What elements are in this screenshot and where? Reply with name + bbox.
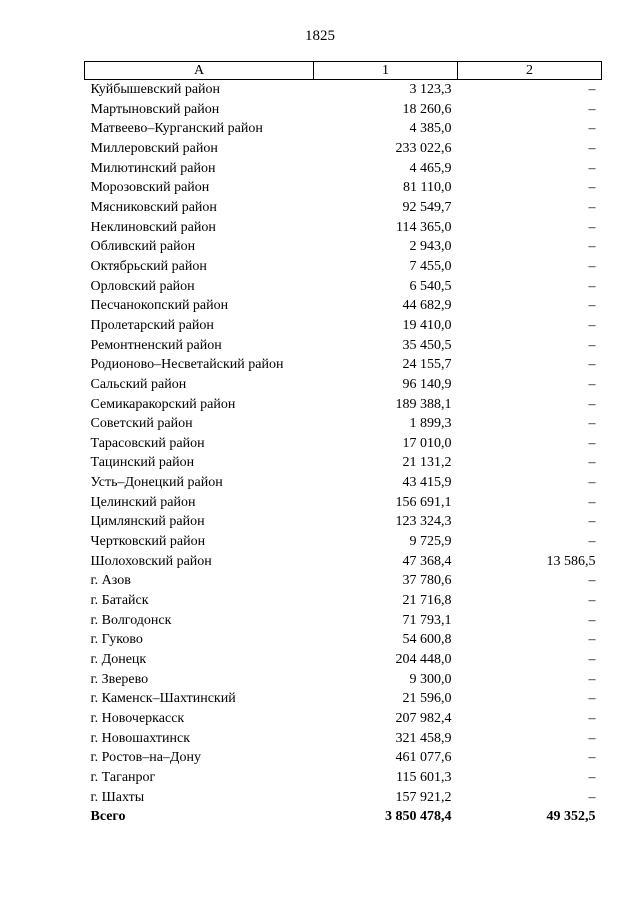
row-value-2-cell: – bbox=[588, 121, 596, 137]
row-value-2-cell: – bbox=[588, 396, 596, 412]
row-name-cell: Тарасовский район bbox=[90, 435, 205, 451]
table-body bbox=[85, 80, 602, 827]
row-value-1-cell: 2 943,0 bbox=[409, 239, 452, 255]
row-value-2-cell: – bbox=[588, 357, 596, 373]
row-value-2-cell: – bbox=[588, 337, 596, 353]
table-row bbox=[85, 237, 602, 257]
total-row bbox=[85, 807, 602, 827]
row-value-1-cell: 71 793,1 bbox=[402, 612, 452, 628]
table-row bbox=[85, 630, 602, 650]
table-row bbox=[85, 591, 602, 611]
row-value-1-cell: 21 716,8 bbox=[402, 593, 452, 609]
row-name-cell: Обливский район bbox=[90, 239, 196, 255]
table-row bbox=[85, 198, 602, 218]
table-row bbox=[85, 296, 602, 316]
row-name-cell: г. Зверево bbox=[90, 671, 149, 687]
row-value-1-cell: 321 458,9 bbox=[395, 730, 452, 746]
row-value-1-cell: 114 365,0 bbox=[396, 219, 452, 235]
row-value-1-cell: 115 601,3 bbox=[396, 769, 452, 785]
row-name-cell: Куйбышевский район bbox=[90, 82, 221, 97]
row-value-2-cell: – bbox=[588, 612, 596, 628]
row-name-cell: г. Каменск–Шахтинский bbox=[90, 691, 236, 707]
row-value-1-cell: 44 682,9 bbox=[402, 298, 452, 314]
table-row bbox=[85, 670, 602, 690]
table-row bbox=[85, 650, 602, 670]
row-name-cell: г. Шахты bbox=[90, 789, 145, 805]
row-value-1-cell: 18 260,6 bbox=[402, 101, 452, 117]
table-row bbox=[85, 532, 602, 552]
row-name-cell: Милютинский район bbox=[90, 160, 216, 176]
row-value-2-cell: – bbox=[588, 298, 596, 314]
table-row bbox=[85, 257, 602, 277]
row-value-2-cell: – bbox=[588, 239, 596, 255]
row-value-1-cell: 233 022,6 bbox=[395, 140, 452, 156]
row-value-1-cell: 96 140,9 bbox=[402, 376, 452, 392]
row-name-cell: Мясниковский район bbox=[90, 199, 217, 215]
table-row bbox=[85, 493, 602, 513]
row-value-2-cell: – bbox=[588, 199, 596, 215]
row-name-cell: Орловский район bbox=[90, 278, 195, 294]
row-value-1-cell: 92 549,7 bbox=[402, 199, 452, 215]
table-row bbox=[85, 336, 602, 356]
table-row bbox=[85, 434, 602, 454]
row-value-2-cell: – bbox=[588, 475, 596, 491]
table-row bbox=[85, 100, 602, 120]
row-value-2-cell: – bbox=[588, 769, 596, 785]
row-value-2-cell: – bbox=[588, 691, 596, 707]
row-value-1-cell: 7 455,0 bbox=[409, 258, 452, 274]
row-value-2-cell: – bbox=[588, 258, 596, 274]
page-number: 1825 bbox=[305, 28, 335, 44]
table-row bbox=[85, 512, 602, 532]
row-name-cell: Целинский район bbox=[90, 494, 196, 510]
row-name-cell: Советский район bbox=[90, 416, 193, 432]
row-value-1-cell: 17 010,0 bbox=[402, 435, 452, 451]
table-row bbox=[85, 178, 602, 198]
row-name-cell: Чертковский район bbox=[90, 534, 206, 550]
row-value-1-cell: 37 780,6 bbox=[402, 573, 452, 589]
row-name-cell: Морозовский район bbox=[90, 180, 210, 196]
row-value-2-cell: – bbox=[588, 632, 596, 648]
row-name-cell: г. Гуково bbox=[90, 632, 143, 648]
row-value-2-cell: – bbox=[588, 514, 596, 530]
row-value-1-cell: 157 921,2 bbox=[395, 789, 452, 805]
row-name-cell: г. Новошахтинск bbox=[90, 730, 191, 746]
row-value-2-cell: – bbox=[588, 160, 596, 176]
column-header-2: 2 bbox=[458, 62, 602, 80]
table-row bbox=[85, 119, 602, 139]
table-row bbox=[85, 689, 602, 709]
row-value-2-cell: – bbox=[588, 101, 596, 117]
row-value-1-cell: 6 540,5 bbox=[409, 278, 452, 294]
row-value-2-cell: – bbox=[588, 180, 596, 196]
row-value-1-cell: 47 368,4 bbox=[402, 553, 452, 569]
row-name-cell: г. Батайск bbox=[90, 593, 149, 609]
row-value-1-cell: 81 110,0 bbox=[403, 180, 452, 196]
row-name-cell: Усть–Донецкий район bbox=[90, 475, 223, 491]
budget-table bbox=[84, 61, 602, 827]
table-row bbox=[85, 218, 602, 238]
row-value-1-cell: 3 123,3 bbox=[409, 82, 452, 97]
table-row bbox=[85, 159, 602, 179]
row-name-cell: Матвеево–Курганский район bbox=[90, 121, 263, 137]
table-row bbox=[85, 355, 602, 375]
row-value-1-cell: 207 982,4 bbox=[395, 711, 452, 726]
table-row bbox=[85, 748, 602, 768]
row-name-cell: Песчанокопский район bbox=[90, 298, 229, 314]
row-value-1-cell: 1 899,3 bbox=[409, 416, 452, 432]
row-name-cell: Родионово–Несветайский район bbox=[90, 357, 284, 373]
row-name-cell: г. Таганрог bbox=[90, 769, 156, 785]
row-name-cell: Миллеровский район bbox=[90, 140, 218, 156]
row-value-2-cell: – bbox=[588, 455, 596, 471]
row-value-2-cell: – bbox=[588, 82, 596, 97]
row-value-1-cell: 3 850 478,4 bbox=[385, 809, 452, 825]
row-value-2-cell: 49 352,5 bbox=[546, 809, 596, 825]
row-name-cell: Октябрьский район bbox=[90, 258, 207, 274]
row-name-cell: г. Ростов–на–Дону bbox=[90, 750, 201, 766]
row-value-1-cell: 35 450,5 bbox=[402, 337, 452, 353]
row-value-2-cell: – bbox=[588, 573, 596, 589]
row-name-cell: Шолоховский район bbox=[90, 553, 212, 569]
row-value-1-cell: 54 600,8 bbox=[402, 632, 452, 648]
table-row bbox=[85, 453, 602, 473]
row-name-cell: Неклиновский район bbox=[90, 219, 216, 235]
row-name-cell: Цимлянский район bbox=[90, 514, 205, 530]
row-value-2-cell: – bbox=[588, 671, 596, 687]
row-name-cell: Всего bbox=[90, 809, 126, 825]
row-value-1-cell: 156 691,1 bbox=[395, 494, 452, 510]
row-name-cell: г. Волгодонск bbox=[90, 612, 172, 628]
row-name-cell: Семикаракорский район bbox=[90, 396, 236, 412]
row-value-1-cell: 9 300,0 bbox=[409, 671, 452, 687]
row-name-cell: г. Новочеркасск bbox=[90, 711, 185, 726]
row-value-2-cell: – bbox=[588, 652, 596, 668]
table-row bbox=[85, 552, 602, 572]
row-value-1-cell: 4 385,0 bbox=[409, 121, 452, 137]
row-value-1-cell: 9 725,9 bbox=[409, 534, 452, 550]
row-value-2-cell: – bbox=[588, 416, 596, 432]
column-header-a: А bbox=[85, 62, 314, 80]
table-row bbox=[85, 80, 602, 100]
row-value-2-cell: – bbox=[588, 317, 596, 333]
column-header-1: 1 bbox=[314, 62, 458, 80]
row-name-cell: Тацинский район bbox=[90, 455, 195, 471]
row-name-cell: г. Азов bbox=[90, 573, 131, 589]
row-value-2-cell: – bbox=[588, 789, 596, 805]
row-value-2-cell: – bbox=[588, 730, 596, 746]
row-value-2-cell: – bbox=[588, 219, 596, 235]
row-value-2-cell: – bbox=[588, 593, 596, 609]
row-value-1-cell: 24 155,7 bbox=[402, 357, 452, 373]
table-row bbox=[85, 414, 602, 434]
row-value-1-cell: 43 415,9 bbox=[402, 475, 452, 491]
row-value-2-cell: – bbox=[588, 435, 596, 451]
row-name-cell: Пролетарский район bbox=[90, 317, 214, 333]
table-row bbox=[85, 709, 602, 729]
row-value-1-cell: 189 388,1 bbox=[395, 396, 452, 412]
row-value-1-cell: 123 324,3 bbox=[395, 514, 452, 530]
row-value-1-cell: 21 131,2 bbox=[402, 455, 452, 471]
row-value-2-cell: – bbox=[588, 534, 596, 550]
row-value-1-cell: 461 077,6 bbox=[395, 750, 452, 766]
table-row bbox=[85, 139, 602, 159]
row-value-2-cell: 13 586,5 bbox=[546, 553, 596, 569]
table-row bbox=[85, 395, 602, 415]
row-name-cell: г. Донецк bbox=[90, 652, 147, 668]
table-row bbox=[85, 768, 602, 788]
row-value-2-cell: – bbox=[588, 750, 596, 766]
row-value-2-cell: – bbox=[588, 711, 596, 726]
table-row bbox=[85, 277, 602, 297]
row-value-1-cell: 19 410,0 bbox=[402, 317, 452, 333]
row-value-2-cell: – bbox=[588, 494, 596, 510]
row-name-cell: Ремонтненский район bbox=[90, 337, 222, 353]
row-name-cell: Сальский район bbox=[90, 376, 187, 392]
table-row bbox=[85, 611, 602, 631]
row-value-1-cell: 4 465,9 bbox=[409, 160, 452, 176]
row-value-1-cell: 21 596,0 bbox=[402, 691, 452, 707]
table-row bbox=[85, 375, 602, 395]
row-value-1-cell: 204 448,0 bbox=[395, 652, 452, 668]
table-row bbox=[85, 729, 602, 749]
row-value-2-cell: – bbox=[588, 376, 596, 392]
table-header-row bbox=[85, 62, 602, 80]
table-row bbox=[85, 316, 602, 336]
row-value-2-cell: – bbox=[588, 278, 596, 294]
row-value-2-cell: – bbox=[588, 140, 596, 156]
table-row bbox=[85, 571, 602, 591]
table-row bbox=[85, 788, 602, 808]
table-row bbox=[85, 473, 602, 493]
row-name-cell: Мартыновский район bbox=[90, 101, 220, 117]
